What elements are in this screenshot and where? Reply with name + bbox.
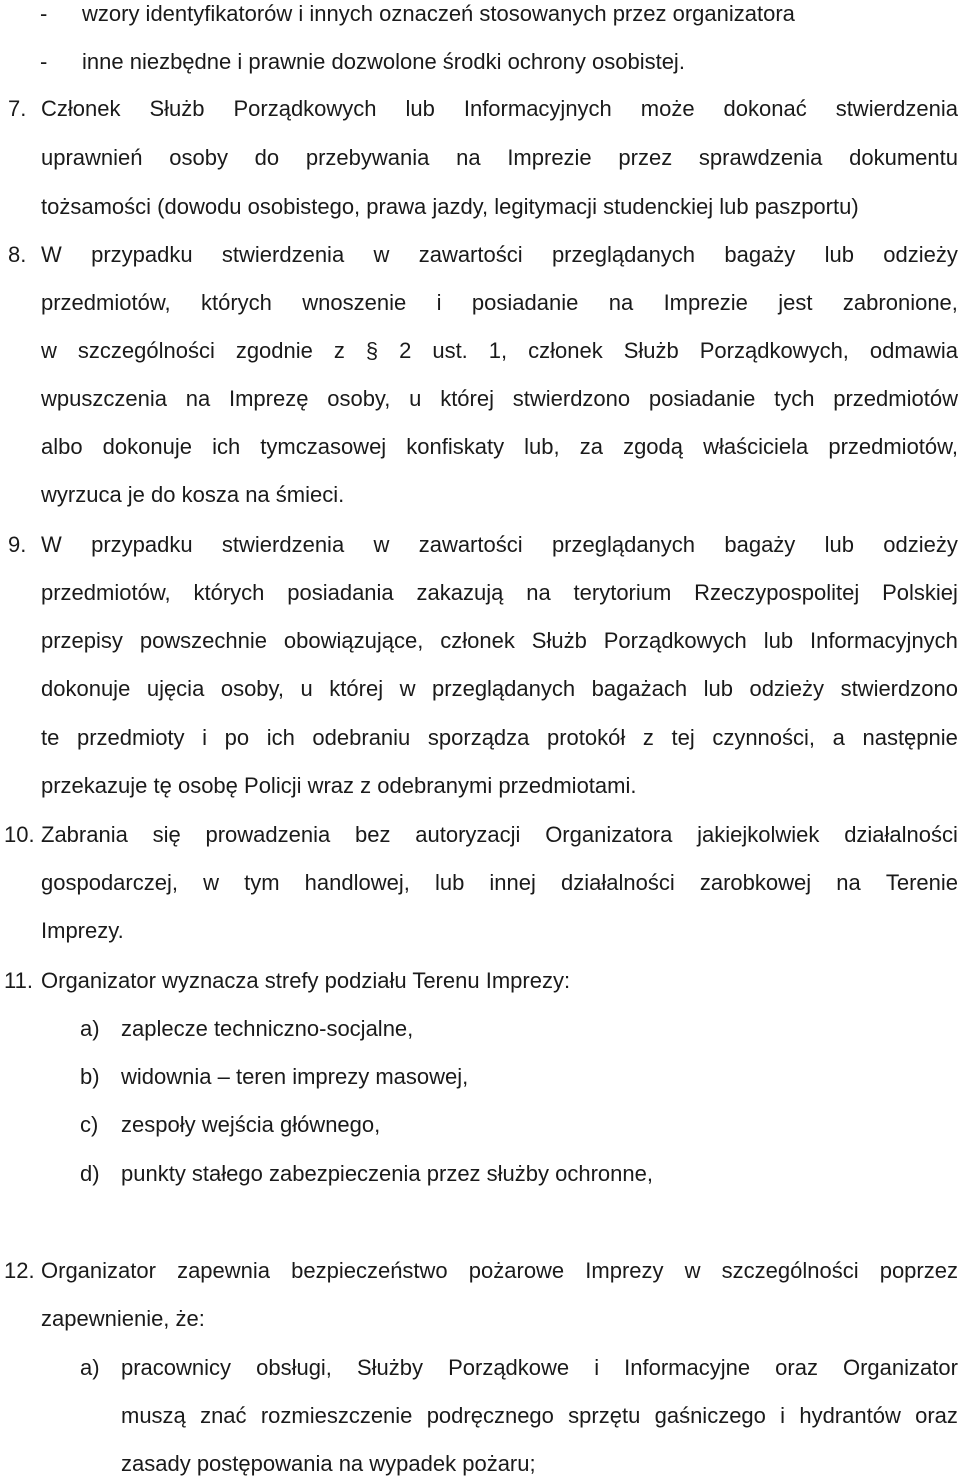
bullet-text: inne niezbędne i prawnie dozwolone środki ochrony osobistej.	[82, 49, 685, 74]
item7-line: tożsamości (dowodu osobistego, prawa jazdy, legitymacji studenckiej lub paszportu)	[41, 194, 859, 219]
item8-line: wpuszczenia na Imprezę osoby, u której stwierdzono posiadanie tych przedmiotów	[41, 386, 958, 411]
bullet-marker: -	[40, 49, 48, 74]
bullet-text: wzory identyfikatorów i innych oznaczeń stosowanych przez organizatora	[82, 1, 795, 26]
item10-line: gospodarczej, w tym handlowej, lub innej działalności zarobkowej na Terenie	[41, 870, 958, 895]
item9-line: przedmiotów, których posiadania zakazują na terytorium Rzeczypospolitej Polskiej	[41, 580, 958, 605]
item10-line: Zabrania się prowadzenia bez autoryzacji Organizatora jakiejkolwiek działalności	[41, 822, 958, 847]
item12-number: 12.	[4, 1258, 35, 1283]
subitem-text: punkty stałego zabezpieczenia przez służby ochronne,	[121, 1161, 653, 1186]
item9-line: W przypadku stwierdzenia w zawartości przeglądanych bagaży lub odzieży	[41, 532, 958, 557]
item9-number: 9.	[8, 532, 27, 557]
item8-line: wyrzuca je do kosza na śmieci.	[41, 482, 345, 507]
subitem-marker: c)	[80, 1112, 99, 1137]
item9-line: te przedmioty i po ich odebraniu sporządza protokół z tej czynności, a następnie	[41, 725, 958, 750]
subitem-marker: b)	[80, 1064, 100, 1089]
item8-line: albo dokonuje ich tymczasowej konfiskaty lub, za zgodą właściciela przedmiotów,	[41, 434, 958, 459]
item11-number: 11.	[4, 968, 33, 993]
item7-line: uprawnień osoby do przebywania na Imprezie przez sprawdzenia dokumentu	[41, 145, 958, 170]
item12-line: zapewnienie, że:	[41, 1306, 205, 1331]
subitem-text: zaplecze techniczno-socjalne,	[121, 1016, 414, 1041]
item8-line: w szczególności zgodnie z § 2 ust. 1, członek Służb Porządkowych, odmawia	[41, 338, 958, 363]
subitem-line: zasady postępowania na wypadek pożaru;	[121, 1451, 536, 1476]
item7-number: 7.	[8, 96, 27, 121]
item12-line: Organizator zapewnia bezpieczeństwo pożarowe Imprezy w szczególności poprzez	[41, 1258, 958, 1283]
item10-line: Imprezy.	[41, 918, 124, 943]
item11-line: Organizator wyznacza strefy podziału Terenu Imprezy:	[41, 968, 571, 993]
subitem-line: pracownicy obsługi, Służby Porządkowe i Informacyjne oraz Organizator	[121, 1355, 958, 1380]
subitem-marker: d)	[80, 1161, 100, 1186]
subitem-text: widownia – teren imprezy masowej,	[121, 1064, 469, 1089]
item8-line: W przypadku stwierdzenia w zawartości przeglądanych bagaży lub odzieży	[41, 242, 958, 267]
subitem-marker: a)	[80, 1016, 100, 1041]
item8-number: 8.	[8, 242, 27, 267]
bullet-marker: -	[40, 1, 48, 26]
subitem-marker: a)	[80, 1355, 100, 1380]
subitem-line: muszą znać rozmieszczenie podręcznego sprzętu gaśniczego i hydrantów oraz	[121, 1403, 958, 1428]
item9-line: przekazuje tę osobę Policji wraz z odebranymi przedmiotami.	[41, 773, 637, 798]
subitem-text: zespoły wejścia głównego,	[121, 1112, 381, 1137]
item9-line: przepisy powszechnie obowiązujące, członek Służb Porządkowych lub Informacyjnych	[41, 628, 958, 653]
item7-line: Członek Służb Porządkowych lub Informacyjnych może dokonać stwierdzenia	[41, 96, 958, 121]
item10-number: 10.	[4, 822, 35, 847]
item8-line: przedmiotów, których wnoszenie i posiadanie na Imprezie jest zabronione,	[41, 290, 958, 315]
item9-line: dokonuje ujęcia osoby, u której w przeglądanych bagażach lub odzieży stwierdzono	[41, 676, 958, 701]
